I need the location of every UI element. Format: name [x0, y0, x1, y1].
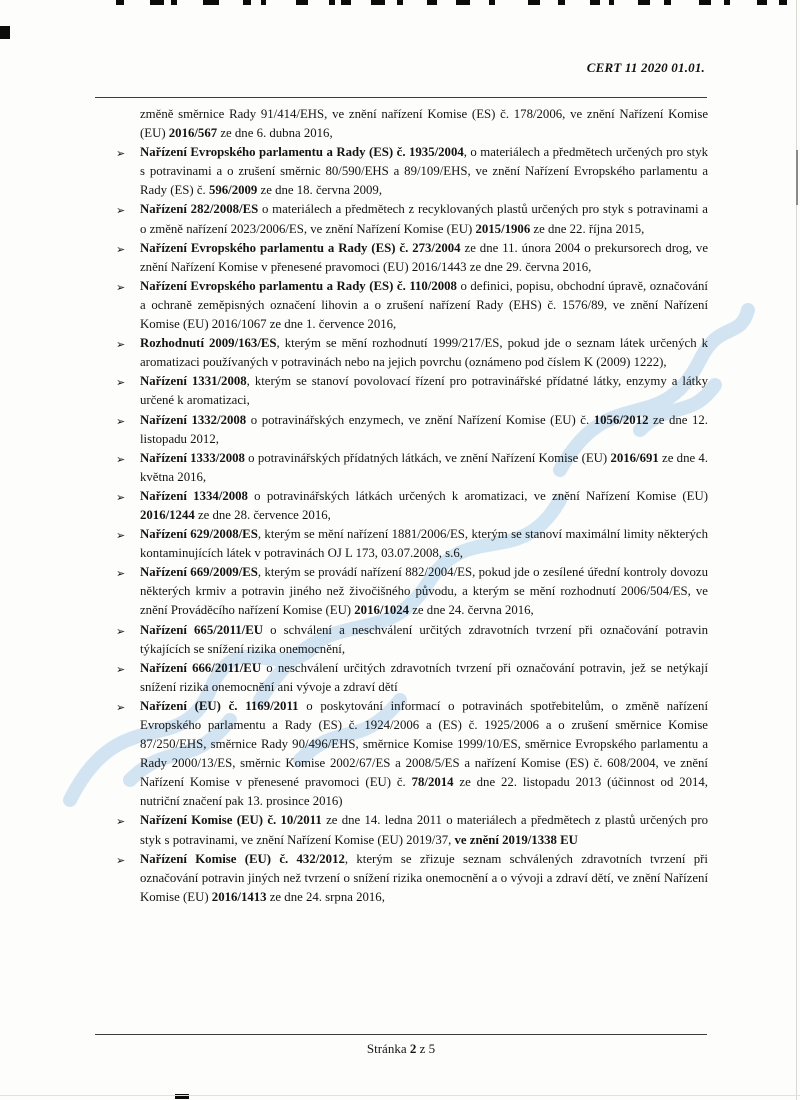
bullet-arrow-icon: ➢ — [116, 700, 126, 714]
page-number-label — [367, 1041, 435, 1056]
body-text: o definici, popisu, obchodní úpravě, označování a ochraně zeměpisných označení lihovin a o zrušení nařízení Rady (EHS) č. 1576/89, ve znění Nařízení Komise (EU) 2016/1067 ze dne 1. července 2016, — [140, 278, 708, 332]
body-text: ze dne 6. dubna 2016, — [217, 126, 333, 141]
list-item — [116, 697, 709, 812]
list-item — [116, 372, 708, 410]
body-text: ze dne 4. května 2016, — [140, 450, 708, 484]
item-text — [140, 143, 708, 200]
list-item — [116, 411, 708, 449]
regulation-ref: Nařízení 665/2011/EU — [140, 622, 263, 637]
list-item — [116, 200, 708, 238]
regulation-ref: Nařízení Komise (EU) č. 10/2011 — [140, 813, 322, 828]
body-text: ze dne 28. července 2016, — [194, 507, 331, 522]
body-text: Stránka — [366, 1041, 410, 1056]
item-text — [140, 563, 708, 620]
item-text — [140, 277, 708, 334]
bullet-arrow-icon: ➢ — [116, 815, 126, 829]
body-text: ze dne 11. února 2004 o prekursorech drog, ve znění Nařízení Komise v přenesené pravomoci (EU) 2016/1443 ze dne 29. června 2016, — [140, 240, 708, 274]
regulation-ref: Nařízení 629/2008/ES — [140, 527, 258, 542]
regulation-ref: 2016/1413 — [211, 889, 267, 904]
item-text — [140, 200, 708, 238]
page-edge-line — [0, 1095, 800, 1096]
list-item — [116, 563, 708, 620]
body-text: z 5 — [416, 1041, 436, 1056]
regulation-ref: ve znění 2019/1338 EU — [454, 832, 578, 847]
body-text: o potravinářských přídatných látkách, ve znění Nařízení Komise (EU) — [244, 450, 611, 465]
list-item — [116, 487, 708, 525]
intro-paragraph — [140, 105, 708, 143]
header-rule — [95, 97, 707, 98]
body-text: , o materiálech a předmětech určených pro styk s potravinami a o zrušení směrnic 80/590/EHS a 89/109/EHS, ve znění Nařízení Evropského parlamentu a Rady (ES) č. — [140, 145, 708, 198]
item-text — [140, 372, 708, 410]
regulation-ref: 2016/567 — [168, 126, 218, 141]
regulation-ref: Nařízení 282/2008/ES — [140, 202, 259, 217]
regulation-ref: 2016/691 — [610, 450, 659, 465]
scan-mark — [724, 0, 730, 5]
bullet-arrow-icon: ➢ — [116, 490, 126, 504]
bullet-arrow-icon: ➢ — [116, 242, 126, 256]
scan-mark — [609, 0, 614, 5]
item-text — [140, 239, 708, 277]
body-text: , kterým se stanoví povolovací řízení pro potravinářské přídatné látky, enzymy a látky určené k aromatizaci, — [140, 374, 708, 408]
scan-mark — [171, 0, 177, 5]
bullet-arrow-icon: ➢ — [116, 624, 126, 638]
body-text: ze dne 14. ledna 2011 o materiálech a předmětech z plastů určených pro styk s potravinami, ve znění Nařízení Komise (EU) 2019/37, — [140, 813, 708, 847]
regulation-ref: Nařízení 1334/2008 — [140, 488, 248, 503]
scan-mark — [489, 0, 495, 5]
bullet-arrow-icon: ➢ — [116, 853, 126, 867]
regulation-ref: Nařízení 666/2011/EU — [140, 660, 262, 675]
regulation-ref: Nařízení 1333/2008 — [140, 450, 245, 465]
item-text — [140, 659, 708, 697]
item-text — [140, 411, 708, 449]
scan-mark — [116, 0, 124, 5]
item-text — [140, 525, 708, 563]
regulation-ref: 2016/1244 — [140, 507, 195, 522]
scan-mark — [341, 0, 351, 5]
list-item — [116, 621, 708, 659]
bullet-arrow-icon: ➢ — [116, 662, 126, 676]
scan-mark — [456, 0, 470, 5]
header — [0, 60, 705, 76]
bullet-arrow-icon: ➢ — [116, 147, 126, 161]
regulation-ref: 78/2014 — [411, 775, 454, 790]
item-text — [140, 621, 708, 659]
body-text: o materiálech a předmětech z recyklovaných plastů určených pro styk s potravinami a o změně nařízení 2023/2006/ES, ve znění Nařízení Komise (EU) — [140, 202, 708, 236]
body-text: ze dne 22. října 2015, — [530, 221, 645, 236]
scan-mark — [203, 0, 219, 5]
regulation-ref: 2016/1024 — [354, 603, 410, 618]
page-footer — [95, 1041, 707, 1057]
list-item — [116, 239, 708, 277]
body-text: o schválení a neschválení určitých zdravotních tvrzení při označování potravin týkajících se snížení rizika onemocnění, — [140, 622, 708, 656]
regulation-ref: 2 — [409, 1041, 417, 1056]
bullet-arrow-icon: ➢ — [116, 414, 126, 428]
list-item — [116, 659, 708, 697]
body-text: změně směrnice Rady 91/414/EHS, ve znění nařízení Komise (ES) č. 178/2006, ve znění Nařízení Komise (EU) — [140, 107, 708, 141]
item-text — [140, 334, 708, 372]
scan-mark — [0, 26, 10, 39]
scan-mark — [427, 0, 437, 5]
bullet-arrow-icon: ➢ — [116, 376, 126, 390]
scan-mark — [261, 0, 266, 5]
item-text — [140, 449, 708, 487]
body-text: , kterým se mění nařízení 1881/2006/ES, kterým se stanoví maximální limity některých kontaminujících látek v potravinách OJ L 173, 03.07.2008, s.6, — [140, 527, 708, 561]
regulation-ref: 596/2009 — [208, 183, 258, 198]
scan-mark — [371, 0, 385, 5]
bullet-arrow-icon: ➢ — [116, 529, 126, 543]
regulation-list — [116, 105, 709, 907]
regulation-ref: Nařízení 1332/2008 — [140, 412, 247, 427]
item-text — [140, 811, 708, 849]
list-item — [116, 449, 708, 487]
regulation-ref: Nařízení Komise (EU) č. 432/2012 — [140, 851, 345, 866]
bullet-arrow-icon: ➢ — [116, 567, 126, 581]
body-text: , kterým se zřizuje seznam schválených zdravotních tvrzení při označování potravin jiných než tvrzení o snížení rizika onemocnění a o vývoji a zdraví dětí, ve znění Nařízení Komise (EU) — [140, 851, 708, 904]
regulation-ref: 2015/1906 — [475, 221, 531, 236]
scan-mark — [558, 0, 565, 5]
scan-mark — [699, 0, 711, 5]
bullet-arrow-icon: ➢ — [116, 452, 126, 466]
body-text: ze dne 24. srpna 2016, — [266, 889, 385, 904]
scan-mark — [779, 0, 787, 5]
scan-mark — [329, 0, 335, 5]
body-text: o potravinářských látkách určených k aromatizaci, ve znění Nařízení Komise (EU) — [247, 488, 708, 503]
item-text — [140, 697, 708, 812]
regulation-ref: Nařízení (EU) č. 1169/2011 — [140, 698, 299, 713]
list-item — [116, 850, 708, 907]
regulation-ref: Nařízení 669/2009/ES — [140, 565, 258, 580]
body-text: ze dne 24. června 2016, — [409, 603, 534, 618]
list-item — [116, 811, 708, 849]
bullet-arrow-icon: ➢ — [116, 280, 126, 294]
scan-mark — [296, 0, 308, 5]
scan-mark — [796, 150, 798, 205]
bullet-arrow-icon: ➢ — [116, 204, 126, 218]
scan-mark — [638, 0, 650, 5]
bullet-arrow-icon: ➢ — [116, 338, 126, 352]
regulation-ref: Rozhodnutí 2009/163/ES — [140, 336, 277, 351]
scan-mark — [528, 0, 540, 5]
scan-mark — [243, 0, 251, 5]
body-text: o poskytování informací o potravinách spotřebitelům, o změně nařízení Evropského parlamentu a Rady (ES) č. 1924/2006 a (ES) č. 1925/2006 a o zrušení směrnice Komise 87/250/EHS, směrnice Rady 90/496/EHS, směrnice Komise 1999/10/ES, směrnice Evropského parlamentu a Rady 2000/13/ES, směrnic Komise 2002/67/ES a 2008/5/ES a nařízení Komise (ES) č. 608/2004, ve znění Nařízení Komise v přenesené pravomoci (EU) č. — [140, 698, 708, 790]
body-text: ze dne 12. listopadu 2012, — [140, 412, 708, 446]
list-item — [116, 525, 708, 563]
scan-mark — [757, 0, 767, 5]
body-text: o neschválení určitých zdravotních tvrzení při označování potravin, jež se netýkají snížení rizika onemocnění ani vývoje a zdraví dětí — [140, 660, 708, 694]
scan-mark — [150, 0, 164, 5]
item-text — [140, 850, 708, 907]
list-item — [116, 334, 708, 372]
body-text: , kterým se mění rozhodnutí 1999/217/ES, pokud jde o seznam látek určených k aromatizaci používaných v potravinách nebo na jejich povrchu (oznámeno pod číslem K (2009) 1222), — [140, 336, 708, 370]
body-text: , kterým se provádí nařízení 882/2004/ES, pokud jde o zesílené úřední kontroly dovozu některých krmiv a potravin jiného než živočišného původu, a kterým se mění rozhodnutí 2006/504/ES, ve znění Prováděcího nařízení Komise (EU) — [140, 565, 708, 618]
body-text: o potravinářských enzymech, ve znění Nařízení Komise (EU) č. — [246, 412, 594, 427]
list-item — [116, 277, 708, 334]
body-text: ze dne 22. listopadu 2013 (účinnost od 2014, nutriční značení pak 13. prosince 2016) — [140, 775, 709, 809]
body-text: ze dne 18. června 2009, — [257, 183, 383, 198]
footer-rule — [95, 1034, 707, 1035]
list-item — [116, 143, 708, 200]
doc-code: CERT 11 2020 01.01. — [586, 60, 705, 75]
scan-mark — [590, 0, 600, 5]
scan-mark — [664, 0, 671, 5]
regulation-ref: Nařízení Evropského parlamentu a Rady (ES) č. 1935/2004 — [140, 145, 464, 160]
regulation-ref: Nařízení Evropského parlamentu a Rady (ES) č. 110/2008 — [140, 278, 457, 293]
item-text — [140, 487, 708, 525]
regulation-ref: Nařízení 1331/2008 — [140, 374, 247, 389]
regulation-ref: 1056/2012 — [593, 412, 649, 427]
regulation-ref: Nařízení Evropského parlamentu a Rady (ES) č. 273/2004 — [140, 240, 461, 255]
scan-mark — [397, 0, 403, 5]
